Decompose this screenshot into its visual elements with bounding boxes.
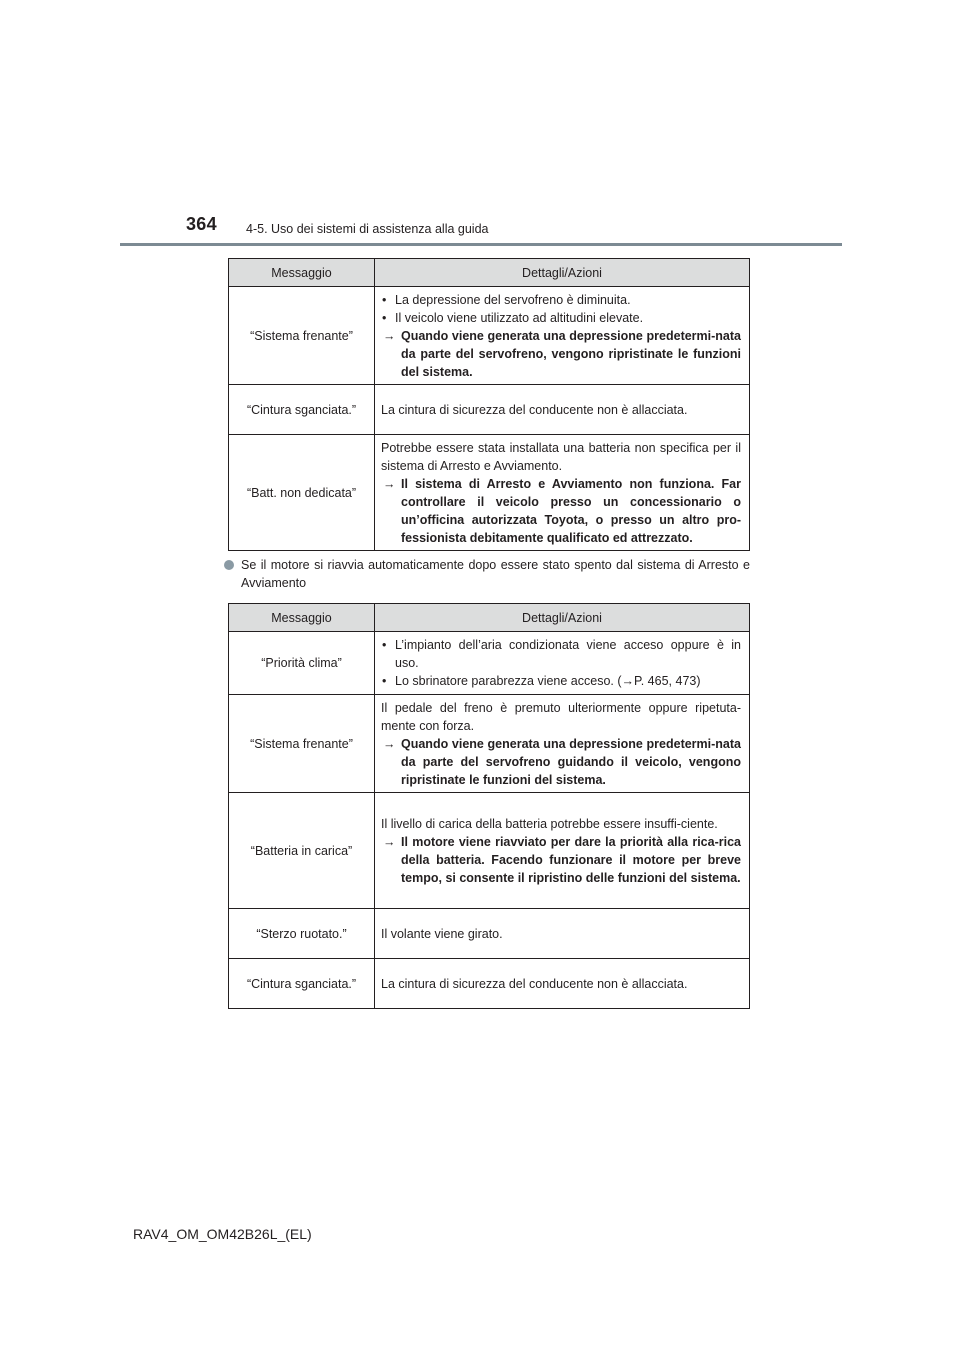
document-code: RAV4_OM_OM42B26L_(EL) <box>133 1226 312 1242</box>
table-row <box>229 909 750 959</box>
message-cell: “Sistema frenante” <box>229 287 375 385</box>
details-cell <box>375 632 750 695</box>
section-title: 4-5. Uso dei sistemi di assistenza alla guida <box>246 222 489 236</box>
details-cell <box>375 287 750 385</box>
page-number: 364 <box>186 214 217 234</box>
table-row <box>229 959 750 1009</box>
bullet-item: • Il veicolo viene utilizzato ad altitudini elevate. <box>381 309 741 327</box>
column-header-message: Messaggio <box>229 604 375 632</box>
table-row <box>229 632 750 695</box>
message-cell: “Priorità clima” <box>229 632 375 695</box>
table-row <box>229 385 750 435</box>
header-rule <box>120 243 842 246</box>
message-table-1 <box>228 258 750 551</box>
details-cell: Il volante viene girato. <box>375 909 750 959</box>
bullet-dot-icon <box>224 560 234 570</box>
action-text: → Il motore viene riavviato per dare la priorità alla rica-rica della batteria. Facendo funzionare il motore per breve tempo, si consente il ripristino delle funzioni del sistema. <box>381 833 741 887</box>
message-cell: “Batteria in carica” <box>229 793 375 909</box>
action-text: → Il sistema di Arresto e Avviamento non funziona. Far controllare il veicolo presso un concessionario o un’officina autorizzata Toyota, o presso un altro pro-fessionista debitamente qualificato ed attrezzato. <box>381 475 741 547</box>
details-cell <box>375 695 750 793</box>
action-text: → Quando viene generata una depressione predetermi-nata da parte del servofreno guidando il veicolo, vengono ripristinate le funzioni del sistema. <box>381 735 741 789</box>
bullet-item: • Lo sbrinatore parabrezza viene acceso. (→P. 465, 473) <box>381 672 741 690</box>
message-cell: “Sterzo ruotato.” <box>229 909 375 959</box>
table-header-row <box>229 259 750 287</box>
detail-text: Potrebbe essere stata installata una batteria non specifica per il sistema di Arresto e Avviamento. <box>381 440 741 473</box>
details-cell <box>375 793 750 909</box>
table-row <box>229 287 750 385</box>
note-text: Se il motore si riavvia automaticamente dopo essere stato spento dal sistema di Arresto e Avviamento <box>241 558 750 590</box>
details-cell: La cintura di sicurezza del conducente non è allacciata. <box>375 385 750 435</box>
column-header-message: Messaggio <box>229 259 375 287</box>
column-header-details: Dettagli/Azioni <box>375 604 750 632</box>
message-cell: “Batt. non dedicata” <box>229 435 375 551</box>
action-text: → Quando viene generata una depressione predetermi-nata da parte del servofreno, vengono ripristinate le funzioni del sistema. <box>381 327 741 381</box>
bullet-item: • La depressione del servofreno è diminuita. <box>381 291 741 309</box>
detail-text: Il livello di carica della batteria potrebbe essere insuffi-ciente. <box>381 816 718 831</box>
table-row <box>229 695 750 793</box>
column-header-details: Dettagli/Azioni <box>375 259 750 287</box>
table-header-row <box>229 604 750 632</box>
details-cell <box>375 435 750 551</box>
message-cell: “Cintura sganciata.” <box>229 385 375 435</box>
message-cell: “Cintura sganciata.” <box>229 959 375 1009</box>
message-cell: “Sistema frenante” <box>229 695 375 793</box>
details-cell: La cintura di sicurezza del conducente non è allacciata. <box>375 959 750 1009</box>
bullet-item: • L’impianto dell’aria condizionata viene acceso oppure è in uso. <box>381 636 741 672</box>
message-table-2 <box>228 603 750 1009</box>
note-paragraph <box>224 556 750 592</box>
table-row <box>229 435 750 551</box>
detail-text: Il pedale del freno è premuto ulteriormente oppure ripetuta-mente con forza. <box>381 700 741 733</box>
table-row <box>229 793 750 909</box>
